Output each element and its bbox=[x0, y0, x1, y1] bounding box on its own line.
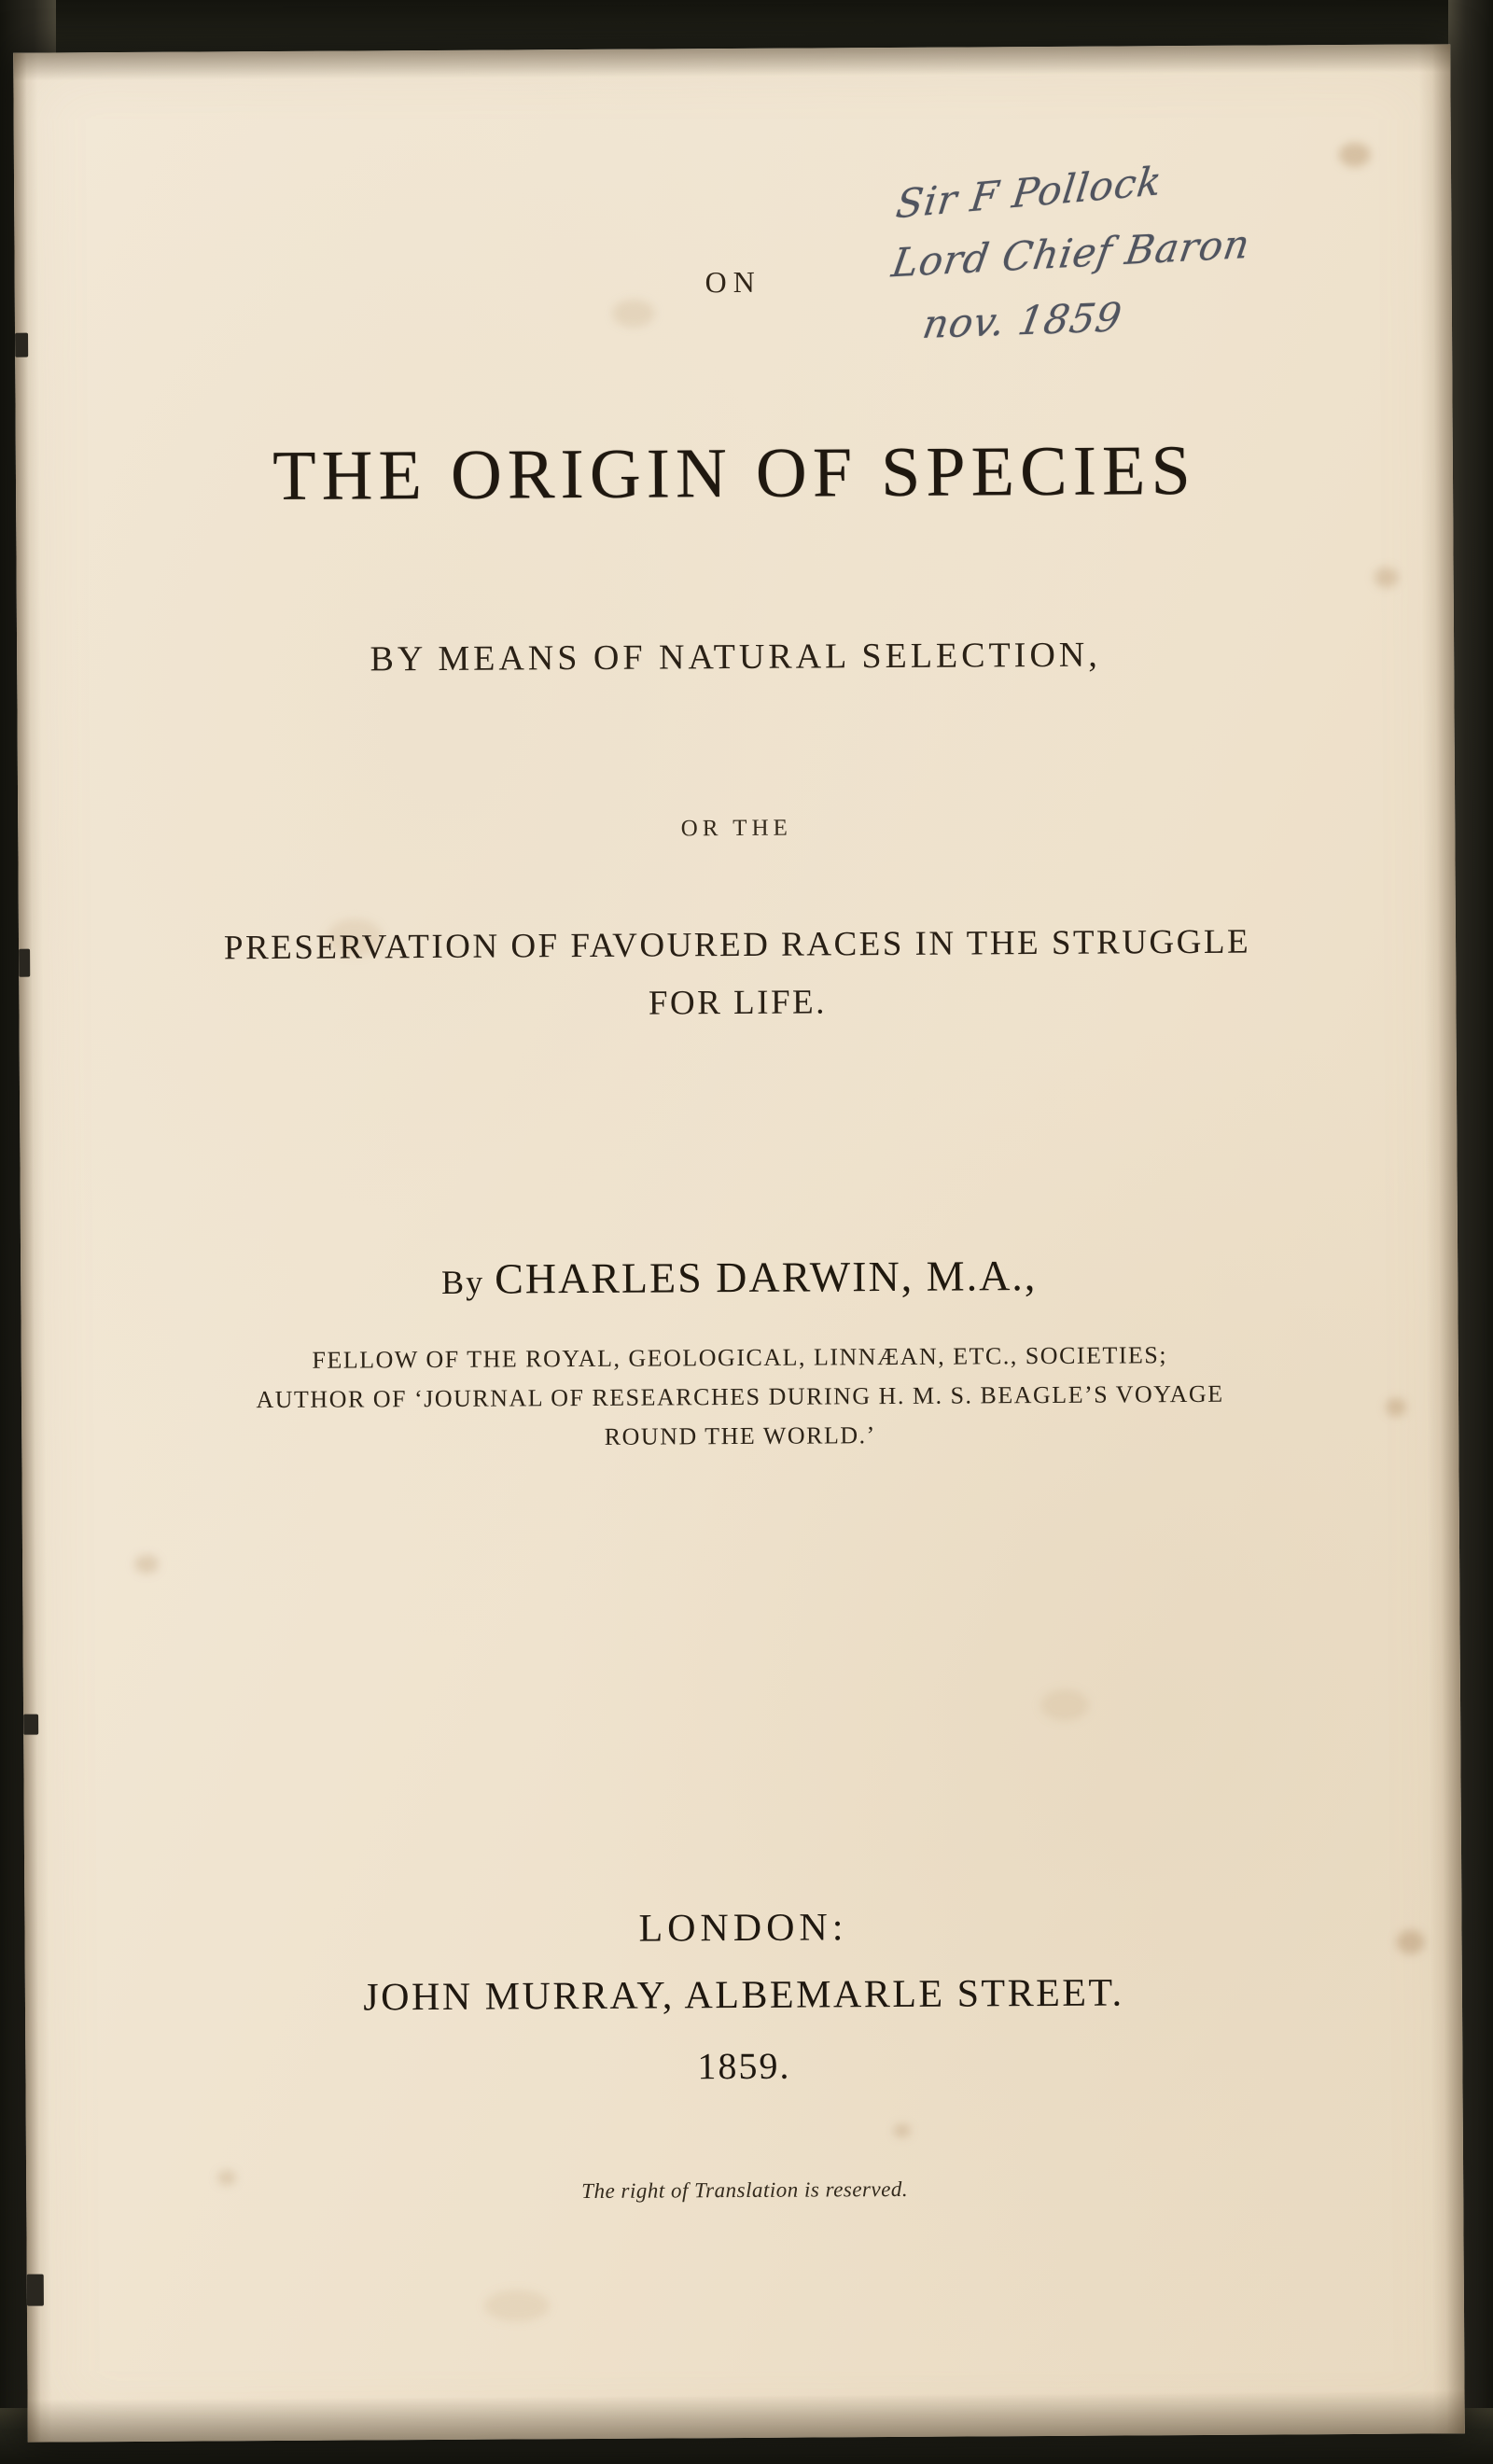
subtitle-primary: BY MEANS OF NATURAL SELECTION, bbox=[370, 635, 1101, 679]
publisher-imprint: JOHN MURRAY, ALBEMARLE STREET. bbox=[363, 1971, 1124, 2020]
page-edge-nick bbox=[23, 1715, 38, 1735]
foxing-spot bbox=[134, 1555, 159, 1574]
foxing-spot bbox=[894, 2124, 911, 2137]
page-edge-shading-bottom bbox=[28, 2390, 1465, 2442]
foxing-spot bbox=[484, 2289, 550, 2321]
translation-notice: The right of Translation is reserved. bbox=[581, 2177, 909, 2204]
foxing-spot bbox=[1040, 1689, 1089, 1721]
credentials-line-2: AUTHOR OF ‘JOURNAL OF RESEARCHES DURING H. M. S. BEAGLE’S VOYAGE bbox=[256, 1379, 1224, 1414]
title-page bbox=[13, 44, 1465, 2442]
handwritten-inscription bbox=[888, 133, 1410, 366]
subtitle-secondary bbox=[19, 912, 1457, 1036]
subtitle-secondary-line-1: PRESERVATION OF FAVOURED RACES IN THE STRUGGLE bbox=[223, 922, 1251, 968]
foxing-spot bbox=[1374, 567, 1399, 588]
credentials-line-1: FELLOW OF THE ROYAL, GEOLOGICAL, LINNÆAN, ETC., SOCIETIES; bbox=[312, 1341, 1168, 1374]
on-label: ON bbox=[705, 264, 761, 300]
credentials-line-3: ROUND THE WORLD.’ bbox=[604, 1421, 876, 1450]
or-the-label: OR THE bbox=[680, 815, 792, 842]
inscription-line-3: nov. 1859 bbox=[919, 293, 1126, 348]
publication-year: 1859. bbox=[697, 2044, 791, 2088]
inscription-line-1: Sir F Pollock bbox=[893, 157, 1165, 228]
author-line bbox=[21, 1248, 1458, 1306]
publication-city: LONDON: bbox=[638, 1906, 848, 1951]
page-edge-nick bbox=[27, 2275, 44, 2306]
inscription-line-2: Lord Chief Baron bbox=[888, 220, 1254, 287]
page-title: THE ORIGIN OF SPECIES bbox=[272, 430, 1196, 516]
author-name: CHARLES DARWIN, M.A., bbox=[494, 1252, 1038, 1303]
author-credentials bbox=[21, 1334, 1459, 1460]
page-edge-nick bbox=[15, 333, 28, 357]
author-prefix: By bbox=[440, 1263, 495, 1301]
subtitle-secondary-line-2: FOR LIFE. bbox=[648, 983, 828, 1023]
foxing-spot bbox=[612, 300, 655, 328]
